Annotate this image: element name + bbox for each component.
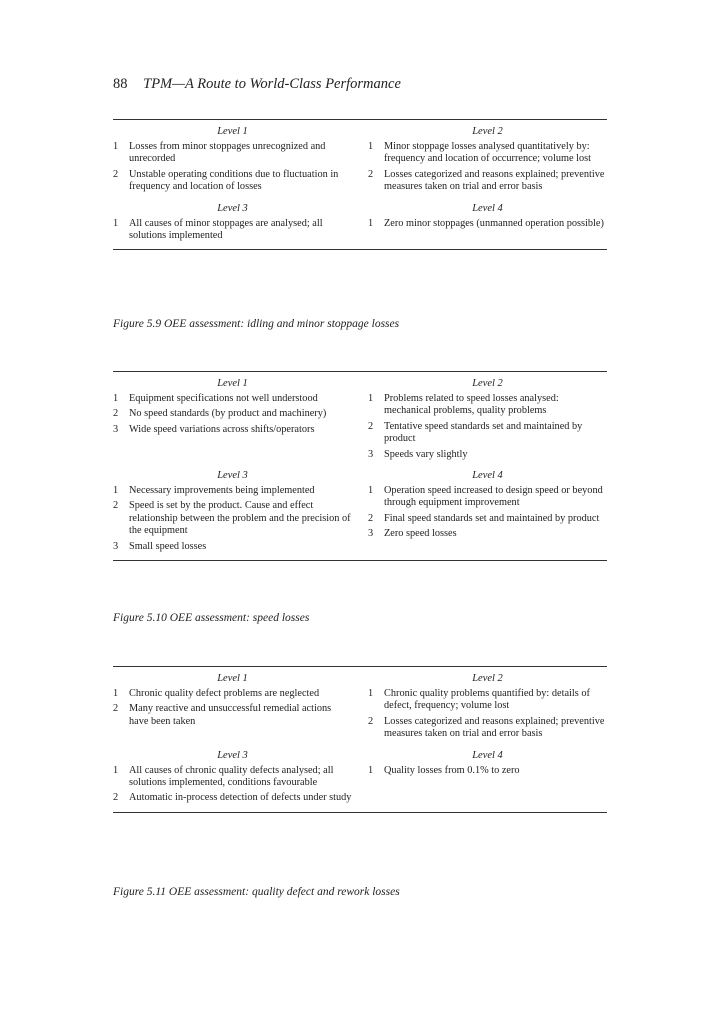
criteria-item: [113, 688, 352, 700]
running-head: [113, 76, 401, 93]
item-text: Tentative speed standards set and maintained by product: [384, 420, 583, 445]
item-text: Equipment specifications not well understood: [129, 393, 318, 404]
item-text: Losses categorized and reasons explained; preventive measures taken on trial and error basis: [384, 168, 605, 193]
criteria-item: [113, 141, 352, 166]
criteria-item: [368, 765, 607, 777]
criteria-item: [368, 513, 607, 525]
item-text: Necessary improvements being implemented: [129, 485, 315, 497]
criteria-item: [368, 218, 607, 230]
level-column: [113, 667, 360, 744]
item-number: 1: [368, 141, 374, 152]
item-number: 1: [113, 393, 119, 404]
item-text: No speed standards (by product and machinery): [129, 408, 327, 420]
level-row: [113, 197, 607, 246]
item-number: 3: [368, 448, 374, 460]
item-number: 2: [113, 408, 119, 420]
level-column: [360, 120, 607, 197]
level-row: [113, 372, 607, 464]
criteria-item: [368, 485, 607, 510]
level-heading: Level 2: [472, 126, 503, 137]
page-number: 88: [113, 76, 128, 92]
item-text: Small speed losses: [129, 540, 207, 552]
item-number: 2: [368, 512, 374, 524]
level-heading: Level 4: [472, 202, 503, 214]
level-heading: Level 4: [472, 749, 503, 761]
level-column: [113, 744, 360, 808]
level-heading: Level 1: [217, 673, 248, 684]
item-text: Minor stoppage losses analysed quantitatively by: frequency and location of occurrence; volume lost: [384, 141, 591, 165]
item-number: 1: [113, 688, 119, 699]
level-heading: Level 1: [217, 126, 248, 137]
figure-5-9-caption: Figure 5.9 OEE assessment: idling and minor stoppage losses: [113, 318, 400, 330]
figure-5-11-caption: Figure 5.11 OEE assessment: quality defect and rework losses: [113, 886, 400, 898]
item-text: Final speed standards set and maintained by product: [384, 512, 600, 524]
criteria-item: [113, 169, 352, 194]
item-text: Zero speed losses: [384, 528, 457, 540]
item-number: 2: [368, 715, 374, 727]
figure-5-9-table: [113, 119, 607, 250]
figure-5-10-caption: Figure 5.10 OEE assessment: speed losses: [113, 612, 310, 624]
item-number: 1: [113, 764, 119, 776]
criteria-item: [113, 792, 352, 804]
level-column: [113, 372, 360, 464]
criteria-item: [113, 500, 352, 537]
item-number: 2: [368, 420, 374, 432]
item-number: 3: [113, 540, 119, 552]
level-row: [113, 120, 607, 197]
level-column: [360, 744, 607, 808]
level-column: [360, 372, 607, 464]
criteria-item: [368, 528, 607, 540]
item-number: 3: [113, 423, 119, 435]
level-column: [113, 197, 360, 246]
item-text: Quality losses from 0.1% to zero: [384, 764, 520, 776]
criteria-item: [113, 424, 352, 436]
item-text: Problems related to speed losses analysed: mechanical problems, quality problems: [384, 393, 559, 417]
item-number: 1: [368, 485, 374, 497]
criteria-item: [368, 393, 607, 418]
criteria-item: [368, 688, 607, 713]
item-text: Losses categorized and reasons explained; preventive measures taken on trial and error basis: [384, 715, 605, 740]
level-row: [113, 667, 607, 744]
criteria-item: [113, 218, 352, 243]
item-text: Losses from minor stoppages unrecognized and unrecorded: [129, 141, 326, 165]
item-number: 1: [368, 688, 374, 699]
item-number: 1: [368, 764, 374, 776]
item-text: Operation speed increased to design speed or beyond through equipment improvement: [384, 485, 603, 509]
criteria-item: [113, 485, 352, 497]
item-text: All causes of minor stoppages are analysed; all solutions implemented: [129, 217, 323, 242]
criteria-item: [368, 169, 607, 194]
item-text: Chronic quality problems quantified by: details of defect, frequency; volume lost: [384, 688, 590, 712]
level-heading: Level 3: [217, 202, 248, 214]
criteria-item: [113, 408, 352, 420]
level-column: [360, 667, 607, 744]
item-number: 1: [113, 141, 119, 152]
criteria-item: [368, 716, 607, 741]
item-number: 1: [368, 393, 374, 404]
criteria-item: [113, 541, 352, 553]
figure-5-10-table: [113, 371, 607, 561]
level-row: [113, 744, 607, 808]
item-number: 2: [113, 792, 119, 804]
criteria-item: [368, 449, 607, 461]
table-bottom-rule: [113, 249, 607, 250]
item-number: 3: [368, 528, 374, 540]
table-bottom-rule: [113, 560, 607, 561]
level-column: [360, 464, 607, 556]
level-heading: Level 1: [217, 378, 248, 389]
item-text: Speeds vary slightly: [384, 448, 468, 460]
level-column: [113, 120, 360, 197]
criteria-item: [113, 765, 352, 790]
level-heading: Level 4: [472, 470, 503, 482]
item-text: Speed is set by the product. Cause and effect relationship between the problem and the precision of the equipment: [129, 500, 351, 537]
item-text: Unstable operating conditions due to fluctuation in frequency and location of losses: [129, 168, 339, 193]
criteria-item: [113, 703, 352, 728]
figure-5-11-table: [113, 666, 607, 813]
criteria-item: [113, 393, 352, 405]
criteria-item: [368, 421, 607, 446]
item-number: 2: [113, 703, 119, 715]
level-heading: Level 2: [472, 378, 503, 389]
book-title: TPM—A Route to World-Class Performance: [143, 76, 401, 92]
item-number: 1: [113, 485, 119, 497]
level-row: [113, 464, 607, 556]
item-text: All causes of chronic quality defects analysed; all solutions implemented, conditions favourable: [129, 764, 334, 789]
item-number: 2: [113, 168, 119, 180]
table-bottom-rule: [113, 812, 607, 813]
item-number: 1: [113, 217, 119, 229]
level-column: [113, 464, 360, 556]
item-number: 1: [368, 217, 374, 229]
item-text: Chronic quality defect problems are neglected: [129, 688, 320, 699]
item-text: Wide speed variations across shifts/operators: [129, 423, 315, 435]
item-text: Many reactive and unsuccessful remedial actions have been taken: [129, 703, 332, 727]
level-heading: Level 2: [472, 673, 503, 684]
criteria-item: [368, 141, 607, 166]
item-number: 2: [113, 500, 119, 512]
level-column: [360, 197, 607, 246]
level-heading: Level 3: [217, 749, 248, 761]
level-heading: Level 3: [217, 470, 248, 482]
item-text: Automatic in-process detection of defects under study: [129, 792, 352, 804]
item-text: Zero minor stoppages (unmanned operation possible): [384, 217, 604, 229]
item-number: 2: [368, 168, 374, 180]
